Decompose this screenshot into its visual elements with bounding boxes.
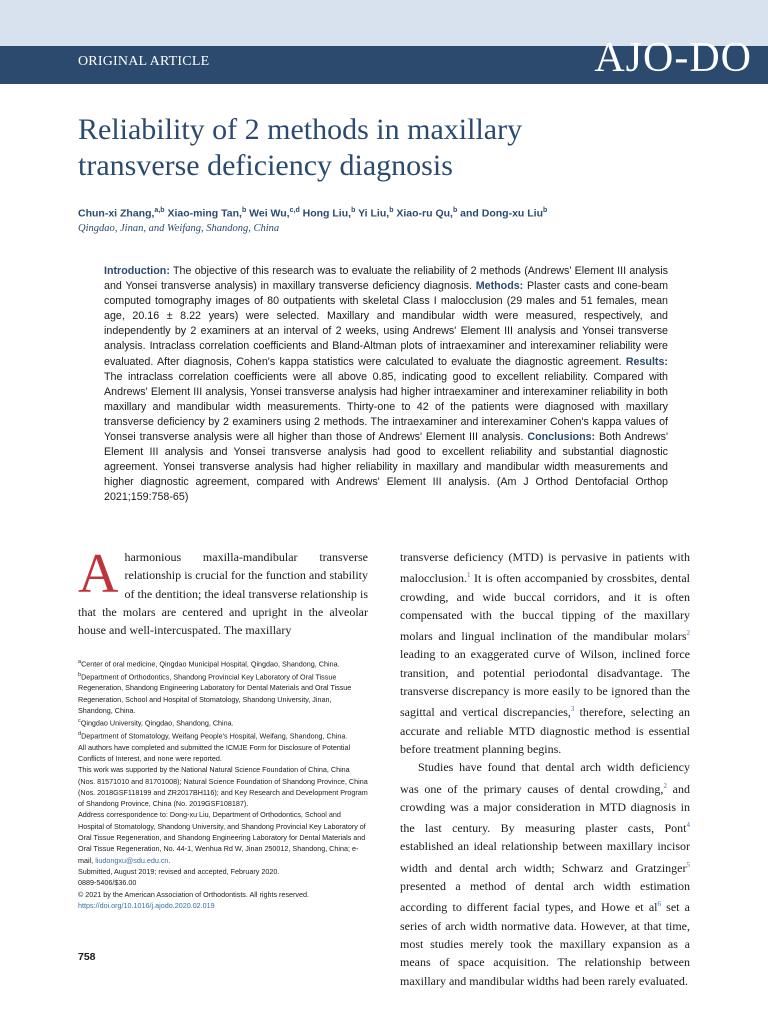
author-name: Yi Liu, [355, 207, 390, 220]
author-name: Xiao-ming Tan, [164, 207, 242, 220]
author-name: and Dong-xu Liu [457, 207, 544, 220]
body-right-column [400, 548, 690, 990]
abstract-conclusions-text: Both Andrews' Element III analysis and Yonsei transverse analysis had good to excellent reliability and substantial diagnostic agreement. Yonsei transverse analysis had higher reliability in maxillary and mandibular width measurements and higher diagnostic agreement, compared with Andrews' Element III analysis. (Am J Orthod Dentofacial Orthop 2021;159:758-65) [104, 431, 668, 504]
journal-logo: AJO-DO [594, 35, 752, 81]
body-paragraph: Studies have found that dental arch width deficiency was one of the primary causes of dental crowding,$^2$ and crowding was a major consideration in MTD diagnosis in the last century. By measuring plaster casts, Pont$^4$ established an ideal relationship between maxillary incisor width and dental arch width; Schwarz and Gratzinger$^5$ presented a method of dental arch width estimation according to different facial types, and Howe et al$^6$ set a series of arch width normative data. However, at that time, most studies merely took the maxillary expansion as a means of space acquisition. The relationship between maxillary and mandibular widths had been rarely evaluated. [400, 760, 691, 988]
author-name: Chun-xi Zhang, [78, 207, 155, 220]
reference-link[interactable]: 3 [570, 705, 575, 714]
author-name: Wei Wu, [246, 207, 290, 220]
abstract-intro-text: The objective of this research was to evaluate the reliability of 2 methods (Andrews' Element III analysis and Yonsei transverse analysis) in maxillary transverse deficiency diagnosis. [104, 265, 668, 293]
page-number: 758 [78, 951, 96, 963]
abstract-methods-heading: Methods: [475, 280, 524, 293]
footnote-issn: 0889-5406/$36.00 [78, 878, 137, 888]
title-line-1: Reliability of 2 methods in maxillary [78, 113, 523, 146]
abstract-results-heading: Results: [625, 355, 668, 368]
footnote-affil-c: $^c$Qingdao University, Qingdao, Shandong, China. [78, 718, 234, 728]
article-type-label: ORIGINAL ARTICLE [78, 54, 210, 69]
body-left-column [78, 543, 368, 639]
footnote-coi: All authors have completed and submitted the ICMJE Form for Disclosure of Potential Conflicts of Interest, and none were reported. [78, 742, 351, 763]
reference-link[interactable]: 6 [657, 900, 661, 909]
footnotes [78, 657, 368, 911]
reference-link[interactable]: 1 [466, 571, 471, 580]
reference-link[interactable]: 4 [686, 821, 690, 830]
doi-link[interactable]: https://doi.org/10.1016/j.ajodo.2020.02.019 [78, 900, 215, 910]
author-affil-sup: b [241, 207, 247, 214]
author-list [78, 207, 547, 220]
author-affil-sup: b [389, 207, 394, 214]
author-name: Hong Liu, [299, 207, 352, 220]
footnote-doi [78, 900, 368, 911]
reference-link[interactable]: 2 [663, 781, 667, 790]
author-affil-sup: b [351, 207, 356, 214]
body-paragraph: transverse deficiency (MTD) is pervasive in patients with malocclusion.$^1$ It is often accompanied by crossbites, dental crowding, and wide buccal corridors, and it is often compensated with the buccal tipping of the maxillary molars and lingual inclination of the mandibular molars$^2$ leading to an exaggerated curve of Wilson, inclined force transition, and potential periodontal disadvantage. The transverse discrepancy is more easily to be ignored than the sagittal and vertical discrepancies,$^3$ therefore, selecting an accurate and reliable MTD diagnostic method is essential before treatment planning begins. [400, 550, 690, 756]
author-affil-sup: a,b [154, 207, 165, 214]
footnote-affil-d: $^d$Department of Stomatology, Weifang People's Hospital, Weifang, Shandong, China. [78, 730, 348, 741]
reference-link[interactable]: 2 [686, 629, 690, 638]
abstract-conclusions-heading: Conclusions: [527, 431, 596, 444]
article-title [78, 112, 698, 184]
abstract-results-text: The intraclass correlation coefficients were all above 0.85, indicating good to excellent reliability. Compared with Andrews' Element III analysis, Yonsei transverse analysis had higher intraexaminer and interexaminer reliability in both maxillary and mandibular width measurements. Thirty-one to 42 of the patients were diagnosed with maxillary transverse deficiency by 2 examiners using 2 methods. The intraexaminer and interexaminer Cohen's kappa values of Yonsei transverse analysis were all higher than those of Andrews' Element III analysis. [104, 370, 668, 444]
author-affil-sup: c,d [289, 207, 300, 214]
email-link[interactable]: liudongxu@sdu.edu.cn [95, 855, 169, 865]
reference-link[interactable]: 5 [686, 860, 690, 869]
abstract-intro-heading: Introduction: [104, 265, 170, 277]
title-line-2: transverse deficiency diagnosis [78, 149, 453, 182]
footnote-copyright: © 2021 by the American Association of Orthodontists. All rights reserved. [78, 889, 310, 899]
author-name: Xiao-ru Qu, [393, 207, 453, 220]
footnote-address: Address correspondence to: Dong-xu Liu, Department of Orthodontics, School and Hospital of Stomatology, Shandong University, and Shandong Provincial Key Laboratory of Oral Tissue Regeneration, and Shandong Engineering Laboratory for Dental Materials and Oral Tissue Regeneration, No. 44-1, Wenhua Rd W, Jinan 250012, Shandong, China; e-mail, liudongxu@sdu.edu.cn. [78, 810, 366, 865]
author-affil-sup: b [452, 207, 458, 214]
footnote-submitted: Submitted, August 2019; revised and accepted, February 2020. [78, 866, 280, 876]
footnote-affil-a: $^a$Center of oral medicine, Qingdao Municipal Hospital, Qingdao, Shandong, China. [78, 659, 340, 669]
abstract [104, 264, 668, 506]
author-locations: Qingdao, Jinan, and Weifang, Shandong, China [78, 223, 280, 234]
author-affil-sup: b [543, 207, 548, 214]
footnote-funding: This work was supported by the National Natural Science Foundation of China, China (Nos. 81571010 and 81701008); Natural Science Foundation of Shandong Province, China (Nos. 2018GSF118199 and ZR2017BH116); and Key Research and Development Program of Shandong Province, China (No. 2019GSF108187). [78, 765, 368, 809]
body-left-text: harmonious maxilla-mandibular transverse relationship is crucial for the function and stability of the dentition; the ideal transverse relationship is that the molars are centered and upright in the alveolar house and well-intercuspated. The maxillary [78, 550, 368, 638]
abstract-methods-text: Plaster casts and cone-beam computed tomography images of 80 outpatients with skeletal Class I malocclusion (29 males and 51 females, mean age, 20.16 ± 8.22 years) were selected. Maxillary and mandibular width were measured, respectively, and independently by 2 examiners at an interval of 2 weeks, using Andrews' Element III analysis and Yonsei transverse analysis. Intraclass correlation coefficients and Bland-Altman plots of intraexaminer and interexaminer reliability were evaluated. After diagnosis, Cohen's kappa statistics were calculated to evaluate the diagnostic agreement. [104, 280, 668, 368]
footnote-affil-b: $^b$Department of Orthodontics, Shandong Provincial Key Laboratory of Oral Tissue Regeneration, Shandong Engineering Laboratory for Dental Materials and Oral Tissue Regeneration, School and Hospital of Stomatology, Shandong University, Jinan, Shandong, China. [78, 671, 352, 715]
drop-cap: A [78, 543, 119, 605]
